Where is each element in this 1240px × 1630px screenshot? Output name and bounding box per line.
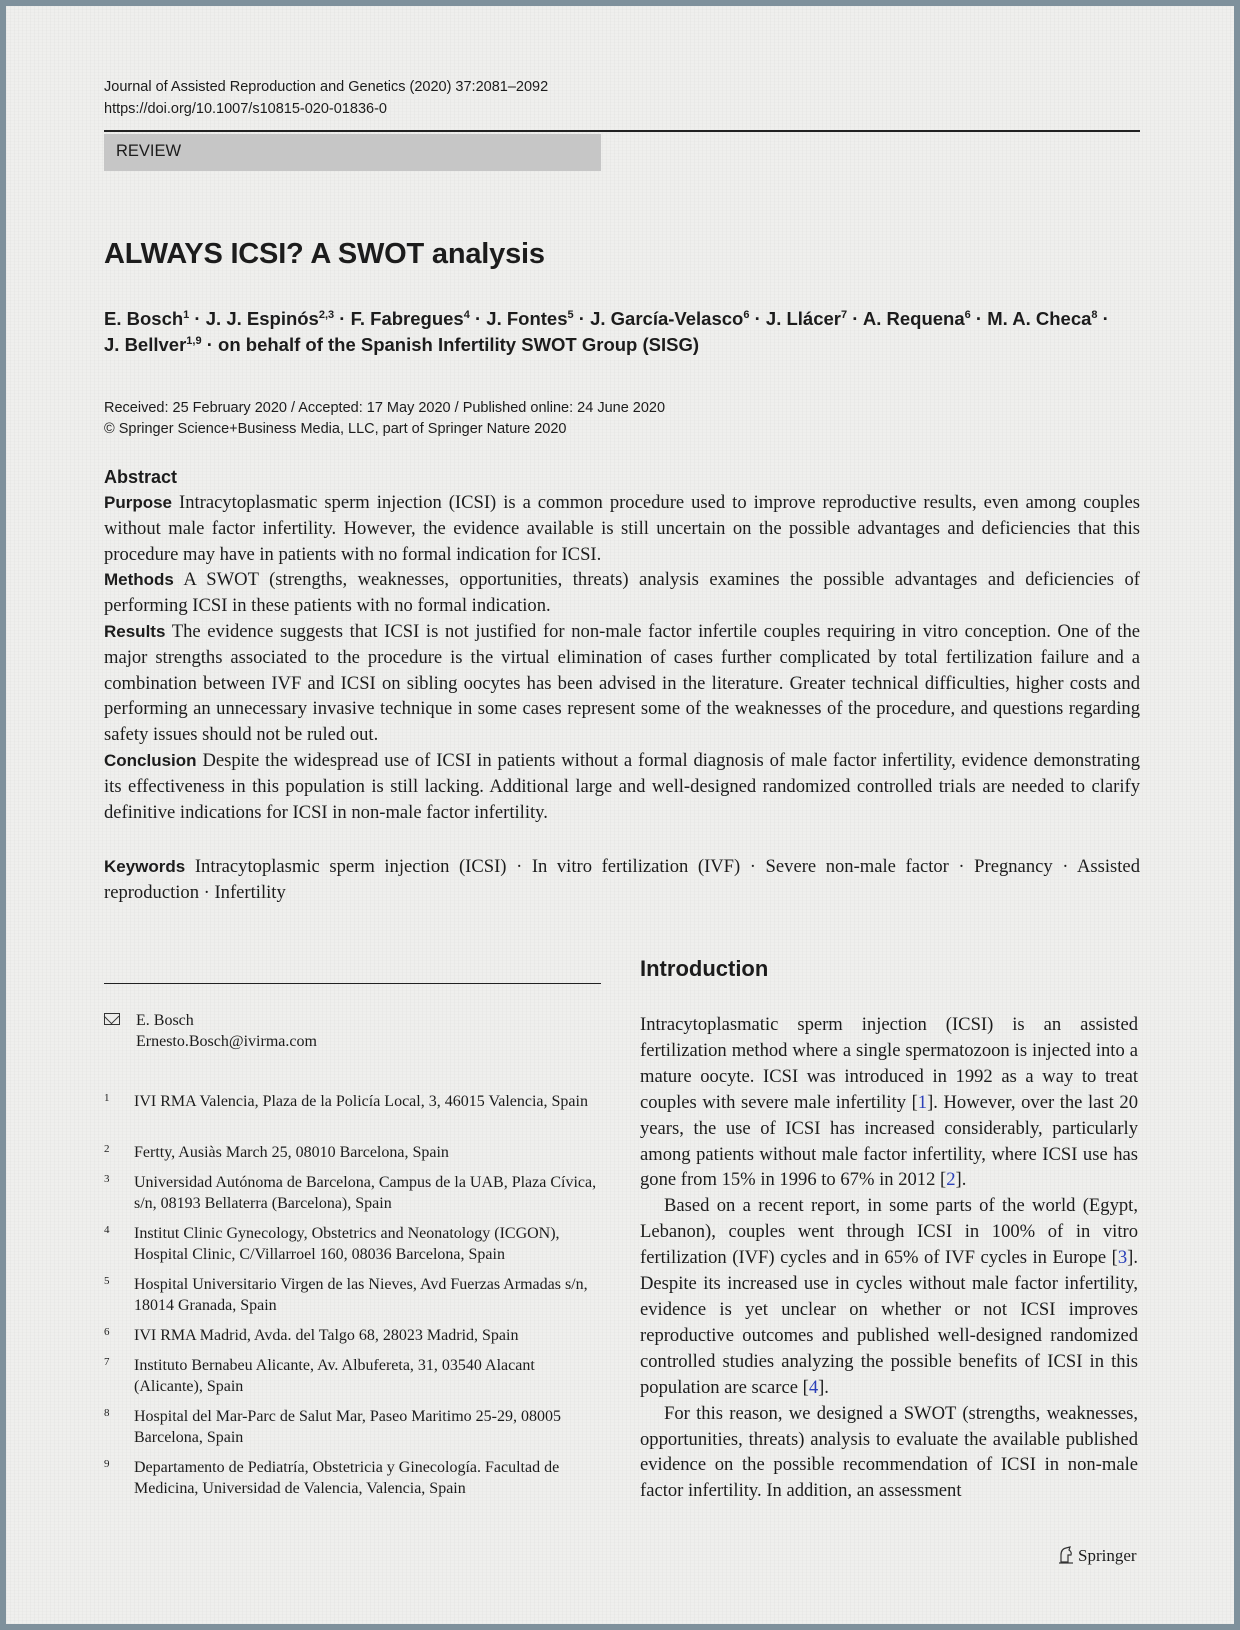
journal-header bbox=[104, 76, 548, 120]
affiliation-text: Hospital del Mar-Parc de Salut Mar, Paseo Maritimo 25-29, 08005 Barcelona, Spain bbox=[134, 1408, 561, 1446]
author-name[interactable]: J. Bellver bbox=[104, 334, 187, 355]
copyright-line: © Springer Science+Business Media, LLC, part of Springer Nature 2020 bbox=[104, 421, 567, 437]
author-line-1: E. Bosch$^1$ · J. J. Espinós$^{2,3}$ · F. Fabregues$^4$ · J. Fontes$^5$ · J. García-Velasco$^6$ · J. Llácer$^7$ · A. Requena$^6$ · M. A. Checa$^8$ · bbox=[104, 308, 1109, 329]
author-line-2: J. Bellver$^{1,9}$ · on behalf of the Spanish Infertility SWOT Group (SISG) bbox=[104, 334, 700, 355]
springer-horse-icon bbox=[1058, 1546, 1074, 1564]
affiliation-text: Instituto Bernabeu Alicante, Av. Albufereta, 31, 03540 Alacant (Alicante), Spain bbox=[134, 1357, 535, 1395]
author-affiliation: 2,3 bbox=[318, 309, 335, 321]
affiliation-number: 5 bbox=[104, 1275, 110, 1287]
doi-link[interactable]: https://doi.org/10.1007/s10815-020-01836-0 bbox=[104, 101, 387, 117]
author-affiliation: 5 bbox=[567, 309, 574, 321]
intro-paragraph bbox=[640, 1012, 1138, 1193]
author-affiliation: 6 bbox=[964, 309, 971, 321]
methods-label: Methods bbox=[104, 570, 174, 590]
author-name[interactable]: F. Fabregues bbox=[350, 308, 464, 329]
conclusion-label: Conclusion bbox=[104, 750, 197, 770]
author-affiliation: 1,9 bbox=[186, 335, 202, 347]
author-list bbox=[104, 306, 1144, 358]
abstract-body bbox=[104, 490, 1140, 825]
publisher-name: Springer bbox=[1078, 1546, 1137, 1565]
affiliation-text: Universidad Autónoma de Barcelona, Campus de la UAB, Plaza Cívica, s/n, 08193 Bellaterra (Barcelona), Spain bbox=[134, 1174, 597, 1212]
intro-paragraph: For this reason, we designed a SWOT (strengths, weaknesses, opportunities, threats) analysis to evaluate the available published evidence on the possible recommendation of ICSI in non-male factor infertility. In addition, an assessment bbox=[640, 1402, 1138, 1502]
publication-info bbox=[104, 398, 665, 440]
author-name[interactable]: E. Bosch bbox=[104, 308, 184, 329]
intro-text: ]. bbox=[818, 1376, 829, 1398]
affiliation-text: IVI RMA Madrid, Avda. del Talgo 68, 28023 Madrid, Spain bbox=[134, 1327, 519, 1344]
affiliation-number: 3 bbox=[104, 1173, 110, 1185]
affiliation-text: IVI RMA Valencia, Plaza de la Policía Local, 3, 46015 Valencia, Spain bbox=[134, 1093, 588, 1110]
author-name[interactable]: M. A. Checa bbox=[987, 308, 1092, 329]
citation-link[interactable]: 4 bbox=[808, 1376, 819, 1398]
results-label: Results bbox=[104, 621, 166, 641]
author-affiliation: 1 bbox=[183, 309, 190, 321]
author-affiliation: 7 bbox=[840, 309, 848, 321]
purpose-text: Intracytoplasmatic sperm injection (ICSI) is a common procedure used to improve reproductive results, even among couples without male factor infertility. However, the evidence available is still uncertain on the possible advantages and deficiencies that this procedure may have in patients with no formal indication for ICSI. bbox=[104, 492, 1140, 565]
intro-text: Intracytoplasmatic sperm injection (ICSI) is an assisted fertilization method where a single spermatozoon is injected into a mature oocyte. ICSI was introduced in 1992 as a way to treat couples with severe male infertility [ bbox=[640, 1014, 1138, 1113]
envelope-icon bbox=[104, 1013, 120, 1025]
section-band bbox=[104, 134, 601, 171]
corresponding-author: E. Bosch bbox=[136, 1012, 194, 1029]
publication-dates: Received: 25 February 2020 / Accepted: 17 May 2020 / Published online: 24 June 2020 bbox=[104, 400, 666, 416]
author-name[interactable]: J. García-Velasco bbox=[590, 308, 744, 329]
intro-text: ]. Despite its increased use in cycles without male factor infertility, evidence is yet unclear on whether or not ICSI improves reproductive outcomes and published well-designed randomized controlled studies analyzing the possible benefits of ICSI in this population are scarce [ bbox=[640, 1247, 1138, 1398]
footnote-rule bbox=[104, 983, 601, 984]
abstract-methods bbox=[104, 567, 1140, 619]
author-name[interactable]: J. Llácer bbox=[765, 308, 841, 329]
affiliation-number: 6 bbox=[104, 1326, 110, 1338]
citation-link[interactable]: 1 bbox=[917, 1091, 928, 1113]
introduction-body bbox=[640, 1012, 1138, 1504]
affiliation-text: Departamento de Pediatría, Obstetricia y Ginecología. Facultad de Medicina, Universidad de Valencia, Valencia, Spain bbox=[134, 1459, 560, 1497]
affiliation-number: 2 bbox=[104, 1143, 110, 1155]
conclusion-text: Despite the widespread use of ICSI in patients without a formal diagnosis of male factor infertility, evidence demonstrating its effectiveness in this population is still lacking. Additional large and well-designed randomized controlled trials are needed to clarify definitive indications for ICSI in non-male factor infertility. bbox=[104, 749, 1140, 823]
paper-page bbox=[6, 6, 1234, 1624]
correspondence-email[interactable]: Ernesto.Bosch@ivirma.com bbox=[136, 1033, 317, 1050]
affiliation-text: Institut Clinic Gynecology, Obstetrics and Neonatology (ICGON), Hospital Clinic, C/Villarroel 160, 08036 Barcelona, Spain bbox=[134, 1225, 560, 1263]
affiliation-text: Hospital Universitario Virgen de las Nieves, Avd Fuerzas Armadas s/n, 18014 Granada, Spain bbox=[134, 1276, 588, 1314]
citation-link[interactable]: 2 bbox=[946, 1169, 956, 1191]
abstract-conclusion bbox=[104, 748, 1140, 825]
author-name[interactable]: A. Requena bbox=[862, 308, 965, 329]
intro-text: ]. bbox=[955, 1169, 967, 1191]
keywords bbox=[104, 854, 1140, 906]
abstract-heading: Abstract bbox=[104, 467, 178, 487]
citation-link[interactable]: 3 bbox=[1117, 1247, 1128, 1269]
author-affiliation: 6 bbox=[743, 309, 750, 321]
affiliation-number: 7 bbox=[104, 1356, 110, 1368]
keywords-label: Keywords bbox=[104, 857, 186, 876]
intro-text: Based on a recent report, in some parts of the world (Egypt, Lebanon), couples went through ICSI in 100% of in vitro fertilization (IVF) cycles and in 65% of IVF cycles in Europe [ bbox=[640, 1195, 1138, 1269]
abstract-results bbox=[104, 619, 1140, 748]
section-label: REVIEW bbox=[116, 142, 182, 160]
affiliation-number: 9 bbox=[104, 1458, 110, 1470]
intro-paragraph bbox=[640, 1193, 1138, 1400]
purpose-label: Purpose bbox=[104, 493, 173, 512]
author-affiliation: 4 bbox=[463, 309, 470, 321]
results-text: The evidence suggests that ICSI is not justified for non-male factor infertile couples requiring in vitro conception. One of the major strengths associated to the procedure is the virtual elimination of cases further complicated by total fertilization failure and a combination between IVF and ICSI on sibling oocytes has been advised in the literature. Greater technical difficulties, higher costs and performing an unnecessary invasive technique in some cases represent some of the weaknesses of the procedure, and questions regarding safety issues should not be ruled out. bbox=[104, 620, 1141, 746]
affiliation-number: 8 bbox=[104, 1407, 110, 1419]
author-group: on behalf of the Spanish Infertility SWOT Group (SISG) bbox=[218, 334, 700, 355]
introduction-heading: Introduction bbox=[640, 956, 769, 981]
author-affiliation: 8 bbox=[1091, 309, 1098, 321]
affiliation-text: Fertty, Ausiàs March 25, 08010 Barcelona, Spain bbox=[134, 1144, 449, 1161]
author-name[interactable]: J. J. Espinós bbox=[205, 308, 319, 329]
article-title: ALWAYS ICSI? A SWOT analysis bbox=[104, 238, 545, 270]
intro-text: ]. However, over the last 20 years, the use of ICSI has increased considerably, particularly among patients without male factor infertility, where ICSI use has gone from 15% in 1996 to 67% in 2012 [ bbox=[640, 1091, 1138, 1191]
affiliation-number: 1 bbox=[104, 1092, 110, 1104]
author-name[interactable]: J. Fontes bbox=[486, 308, 568, 329]
keywords-text: Intracytoplasmic sperm injection (ICSI) · In vitro fertilization (IVF) · Severe non-male factor · Pregnancy · Assisted reproduction · Infertility bbox=[104, 856, 1140, 903]
publisher-logo bbox=[1058, 1546, 1137, 1566]
methods-text: A SWOT (strengths, weaknesses, opportunities, threats) analysis examines the possible advantages and deficiencies of performing ICSI in these patients with no formal indication. bbox=[104, 569, 1141, 617]
abstract-purpose bbox=[104, 490, 1140, 567]
affiliation-number: 4 bbox=[104, 1224, 110, 1236]
header-rule bbox=[104, 130, 1140, 132]
journal-citation: Journal of Assisted Reproduction and Genetics (2020) 37:2081–2092 bbox=[104, 79, 549, 95]
